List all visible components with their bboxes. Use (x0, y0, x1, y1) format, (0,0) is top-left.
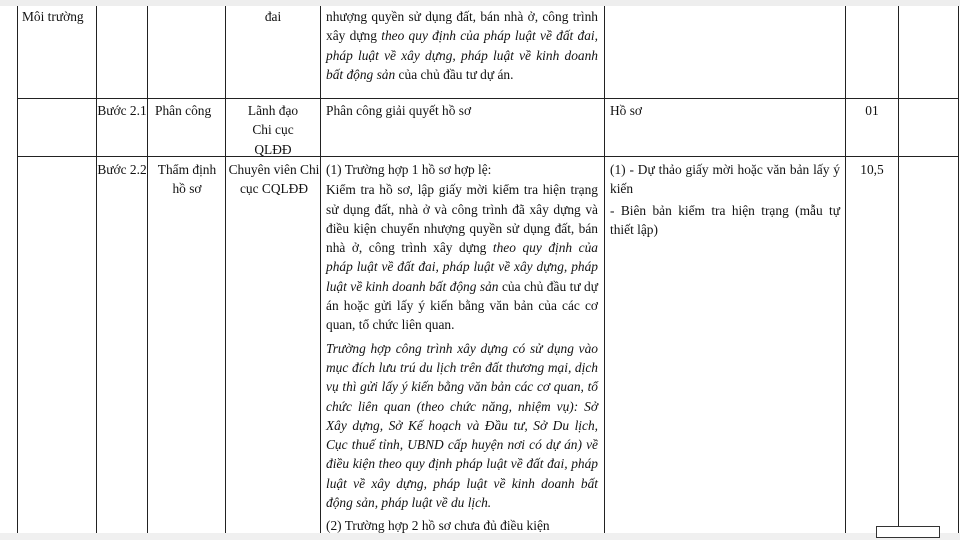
row0-content (326, 7, 598, 84)
row2-case2-title: (2) Trường hợp 2 hồ sơ chưa đủ điều kiện (326, 518, 550, 534)
row2-result-line2: - Biên bản kiểm tra hiện trạng (mẫu tự thiết lập) (610, 202, 840, 237)
table-row-divider (17, 156, 958, 157)
row2-case1-note: Trường hợp công trình xây dựng có sử dụng vào mục đích lưu trú du lịch trên đất thương mại, dịch vụ thì gửi lấy ý kiến bằng văn bản các cơ quan, tổ chức liên quan (theo chức năng, nhiệm vụ): Sở Xây dựng, Sở Kế hoạch và Đầu tư, Sở Du lịch, Cục thuế tỉnh, UBND cấp huyện nơi có dự án) về điều kiện theo quy định pháp luật về đất đai, pháp luật về xây dựng, pháp luật về kinh doanh bất động sản, pháp luật về du lịch. (326, 340, 598, 511)
row2-result-line1: (1) - Dự thảo giấy mời hoặc văn bản lấy ý kiến (610, 162, 840, 197)
table-col-divider (225, 6, 226, 533)
row0-content-text: của chủ đầu tư dự án. (395, 66, 514, 82)
row1-time: 01 (865, 103, 879, 118)
table-col-divider (96, 6, 97, 533)
row2-case1-body (326, 180, 598, 334)
row2-task: Thẩm định hồ sơ (157, 162, 217, 197)
row2-content (326, 160, 598, 540)
table-col-divider (898, 6, 899, 533)
row2-case1-text: của chủ đầu tư dự án hoặc gửi lấy ý kiến bằng văn bản của các cơ quan, tổ chức liên quan. (326, 278, 598, 333)
row0-category: Môi trường (22, 9, 84, 24)
row2-responsible: Chuyên viên Chi cục CQLĐĐ (228, 162, 320, 197)
row1-content: Phân công giải quyết hồ sơ (326, 103, 472, 118)
table-col-divider (147, 6, 148, 533)
table-col-divider (604, 6, 605, 533)
row1-result: Hồ sơ (610, 103, 643, 118)
table-border-left (17, 6, 18, 533)
table-col-divider (320, 6, 321, 533)
row2-step: Bước 2.2 (97, 162, 147, 177)
row0-responsible-tail: đai (264, 9, 282, 24)
row2-case1-text: Kiểm tra hồ sơ, lập giấy mời kiểm tra hiện trạng sử dụng đất, nhà ở và công trình đã xây dựng và điều kiện chuyển nhượng quyền sử dụng đất, bán nhà ở, công trình xây dựng (326, 182, 598, 256)
row2-case1-title: (1) Trường hợp 1 hồ sơ hợp lệ: (326, 162, 492, 177)
table-row-divider (17, 98, 958, 99)
row2-time: 10,5 (860, 162, 884, 177)
row1-task: Phân công (155, 103, 212, 118)
table-col-divider (845, 6, 846, 533)
row0-content-text: nhượng quyền sử dụng đất, bán nhà ở, công trình xây dựng (326, 9, 598, 44)
page-footer-box (876, 526, 940, 538)
row1-responsible: Lãnh đạo Chi cục QLĐĐ (247, 103, 299, 157)
row1-step: Bước 2.1 (97, 103, 147, 118)
row0-content-italic: theo quy định của pháp luật về đất đai, pháp luật về xây dựng, pháp luật về kinh doanh bất động sản (326, 28, 599, 82)
table-border-right (958, 6, 959, 533)
row2-case1-italic: theo quy định của pháp luật về đất đai, pháp luật về xây dựng, pháp luật về kinh doanh bất động sản (326, 240, 598, 294)
row2-result (610, 160, 840, 239)
